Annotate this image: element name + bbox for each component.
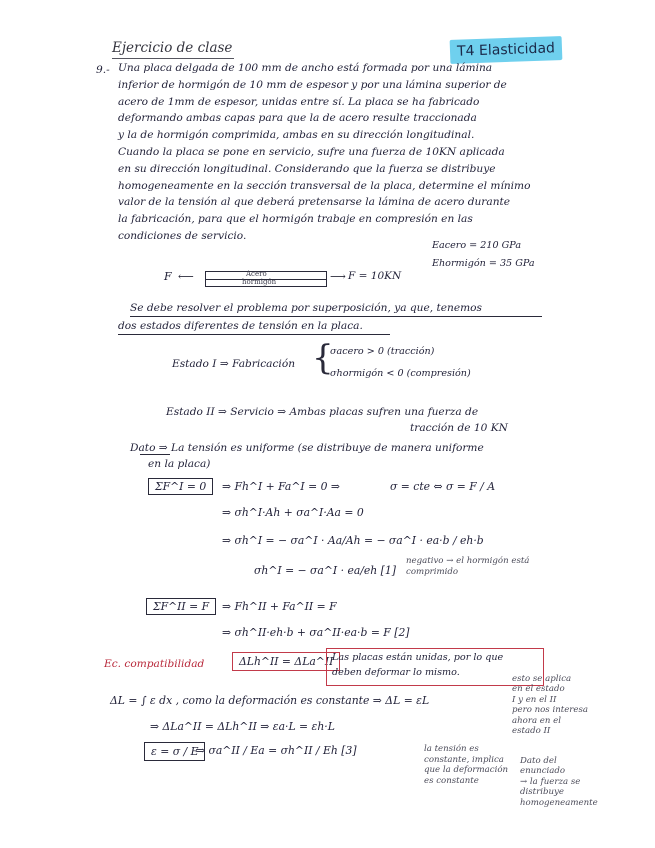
problem-line: homogeneamente en la sección transversal de la placa, determine el mínimo (118, 179, 531, 192)
problem-line: acero de 1mm de espesor, unidas entre sí. La placa se ha fabricado (118, 95, 480, 108)
dato-underline (140, 454, 170, 455)
problem-line: la fabricación, para que el hormigón trabaje en compresión en las (118, 213, 473, 226)
acero-layer-label: Acero (246, 270, 267, 278)
problem-line: valor de la tensión al que deberá pretensarse la lámina de acero durante (118, 196, 511, 209)
intro-underline-1 (130, 316, 542, 317)
intro-line-1: Se debe resolver el problema por superposición, ya que, tenemos (130, 302, 482, 314)
compatibility-box: ΔLh^II = ΔLa^II (232, 652, 340, 671)
estado-1-cond-hormigon: σhormigón < 0 (compresión) (330, 368, 471, 379)
hormigon-layer-label: hormigón (242, 278, 277, 286)
right-force-label: F = 10KN (348, 270, 402, 282)
dato-line-1: Dato ⇒ La tensión es uniforme (se distribuye de manera uniforme (130, 442, 484, 454)
equilibrium-1-eq-1: ⇒ Fh^I + Fa^I = 0 ⇒ (222, 480, 340, 493)
estado-2-line-1: Estado II ⇒ Servicio ⇒ Ambas placas sufren una fuerza de (166, 406, 479, 418)
uniform-stress-eq: σ = cte ⇔ σ = F / A (390, 480, 496, 493)
problem-line: en su dirección longitudinal. Considerando que la fuerza se distribuye (118, 162, 496, 175)
problem-line: Cuando la placa se pone en servicio, sufre una fuerza de 10KN aplicada (118, 145, 505, 158)
equilibrium-1-eq-2: ⇒ σh^I·Ah + σa^I·Aa = 0 (222, 506, 364, 519)
intro-line-2: dos estados diferentes de tensión en la placa. (118, 320, 363, 332)
dato-line-2: en la placa) (148, 458, 211, 470)
compression-note-2: comprimido (406, 567, 459, 577)
equilibrium-2-eq-2: ⇒ σh^II·eh·b + σa^II·ea·b = F [2] (222, 626, 410, 639)
problem-line: inferior de hormigón de 10 mm de espesor y por una lámina superior de (118, 78, 507, 91)
topic-tag: T4 Elasticidad (450, 36, 563, 64)
hooke-law-box: ε = σ / E (144, 742, 205, 761)
estado-2-line-2: tracción de 10 KN (410, 422, 508, 434)
exercise-title: Ejercicio de clase (112, 40, 233, 56)
plate-sketch (205, 271, 327, 287)
problem-number: 9.- (96, 64, 110, 76)
left-force-label: F (164, 270, 172, 283)
deformation-eq-3: ⇒ σa^II / Ea = σh^II / Eh [3] (196, 744, 357, 757)
equilibrium-2-box: ΣF^II = F (146, 598, 216, 615)
equilibrium-1-box: ΣF^I = 0 (148, 478, 213, 495)
side-note-states: esto se aplica en el estado I y en el II pero nos interesa ahora en el estado II (512, 674, 589, 737)
problem-statement (118, 60, 578, 245)
equilibrium-2-eq-1: ⇒ Fh^II + Fa^II = F (222, 600, 337, 613)
intro-underline-2 (118, 334, 390, 335)
compression-note-1: negativo → el hormigón está (406, 556, 530, 566)
modulus-hormigon: Ehormigón = 35 GPa (432, 258, 535, 269)
equilibrium-1-eq-3: ⇒ σh^I = − σa^I · Aa/Ah = − σa^I · ea·b / eh·b (222, 534, 484, 547)
problem-line: Una placa delgada de 100 mm de ancho está formada por una lámina (118, 62, 493, 74)
deformation-eq-2: ⇒ ΔLa^II = ΔLh^II ⇒ εa·L = εh·L (150, 720, 335, 733)
problem-line: condiciones de servicio. (118, 229, 247, 242)
estado-1-label: Estado I ⇒ Fabricación (172, 358, 296, 370)
brace-icon: { (312, 338, 334, 378)
deformation-eq-1: ΔL = ∫ ε dx , como la deformación es constante ⇒ ΔL = εL (110, 694, 430, 707)
problem-line: y la de hormigón comprimida, ambas en su dirección longitudinal. (118, 129, 475, 142)
compatibility-note-2: deben deformar lo mismo. (332, 667, 460, 678)
compatibility-label: Ec. compatibilidad (104, 658, 205, 670)
title-underline (112, 58, 234, 59)
modulus-acero: Eacero = 210 GPa (432, 240, 522, 251)
side-note-dato-enunciado: Dato del enunciado → la fuerza se distribuye homogeneamente (520, 756, 598, 808)
right-arrow-icon: ⟶ (330, 270, 346, 283)
estado-1-cond-acero: σacero > 0 (tracción) (330, 346, 435, 357)
problem-line: deformando ambas capas para que la de acero resulte traccionada (118, 112, 477, 125)
side-note-constant-strain: la tensión es constante, implica que la deformación es constante (424, 744, 509, 786)
equilibrium-1-result: σh^I = − σa^I · ea/eh [1] (254, 564, 396, 577)
compatibility-note-1: Las placas están unidas, por lo que (332, 652, 504, 663)
left-arrow-icon: ⟵ (178, 270, 194, 283)
